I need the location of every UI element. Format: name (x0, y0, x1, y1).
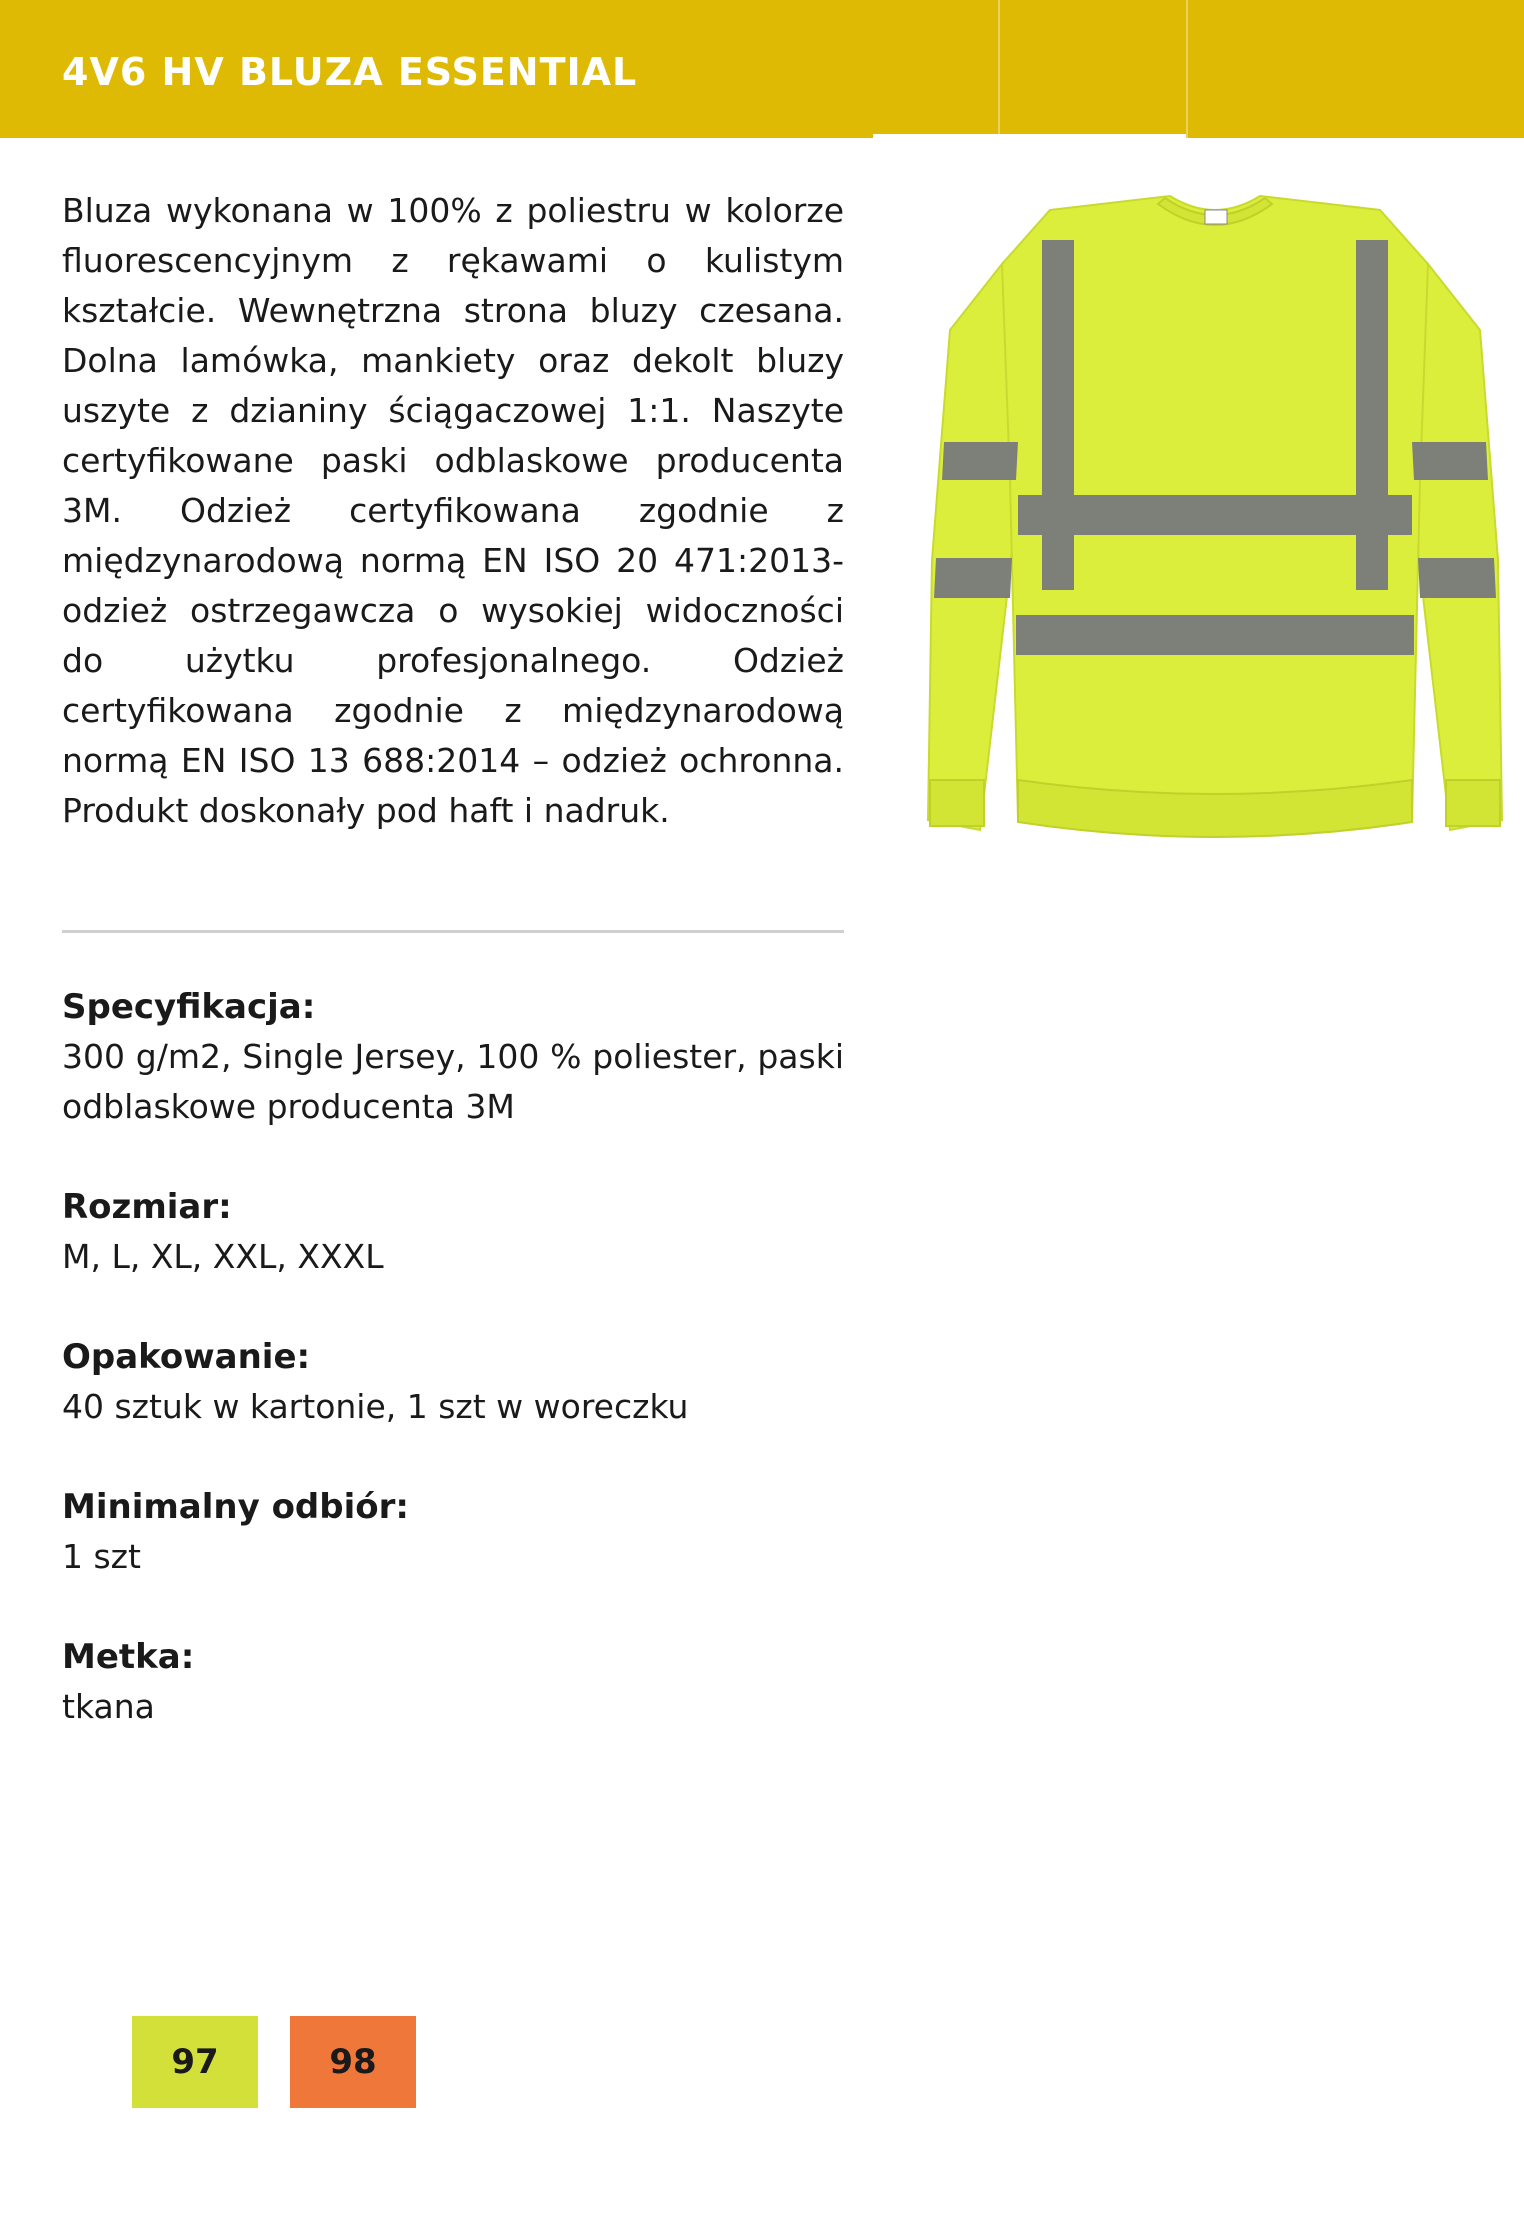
spec-label: Minimalny odbiór: (62, 1487, 409, 1527)
spec-label: Rozmiar: (62, 1187, 232, 1227)
page-title: 4V6 HV BLUZA ESSENTIAL (62, 50, 638, 94)
spec-value: 40 sztuk w kartonie, 1 szt w woreczku (62, 1387, 689, 1426)
brand-tag-icon (1205, 210, 1227, 224)
spec-section-size (62, 1182, 844, 1282)
color-swatch[interactable] (132, 2016, 258, 2108)
spec-value: M, L, XL, XXL, XXXL (62, 1237, 384, 1276)
divider (62, 930, 844, 933)
swatch-code: 98 (329, 2042, 377, 2082)
spec-label: Opakowanie: (62, 1337, 311, 1377)
spec-label: Metka: (62, 1637, 195, 1677)
spec-value: 1 szt (62, 1537, 141, 1576)
spec-label: Specyfikacja: (62, 987, 316, 1027)
spec-section-specification (62, 982, 844, 1132)
spec-section-packaging (62, 1332, 844, 1432)
product-description: Bluza wykonana w 100% z poliestru w kolorze fluorescencyjnym z rękawami o kulistym kształcie. Wewnętrzna strona bluzy czesana. Dolna lamówka, mankiety oraz dekolt bluzy uszyte z dzianiny ściągaczowej 1:1. Naszyte certyfikowane paski odblaskowe producenta 3M. Odzież certyfikowana zgodnie z międzynarodową normą EN ISO 20 471:2013- odzież ostrzegawcza o wysokiej widoczności do użytku profesjonalnego. Odzież certyfikowana zgodnie z międzynarodową normą EN ISO 13 688:2014 – odzież ochronna. Produkt doskonały pod haft i nadruk. (62, 191, 844, 830)
spec-section-min-order (62, 1482, 844, 1582)
header-divider (998, 0, 1000, 138)
color-swatch[interactable] (290, 2016, 416, 2108)
swatch-code: 97 (171, 2042, 219, 2082)
hi-vis-sweatshirt-image (920, 180, 1510, 880)
header-notch (873, 134, 1186, 138)
spec-value: tkana (62, 1687, 155, 1726)
spec-section-label (62, 1632, 844, 1732)
spec-value: 300 g/m2, Single Jersey, 100 % poliester, paski odblaskowe producenta 3M (62, 1037, 844, 1126)
header-divider (1186, 0, 1188, 138)
